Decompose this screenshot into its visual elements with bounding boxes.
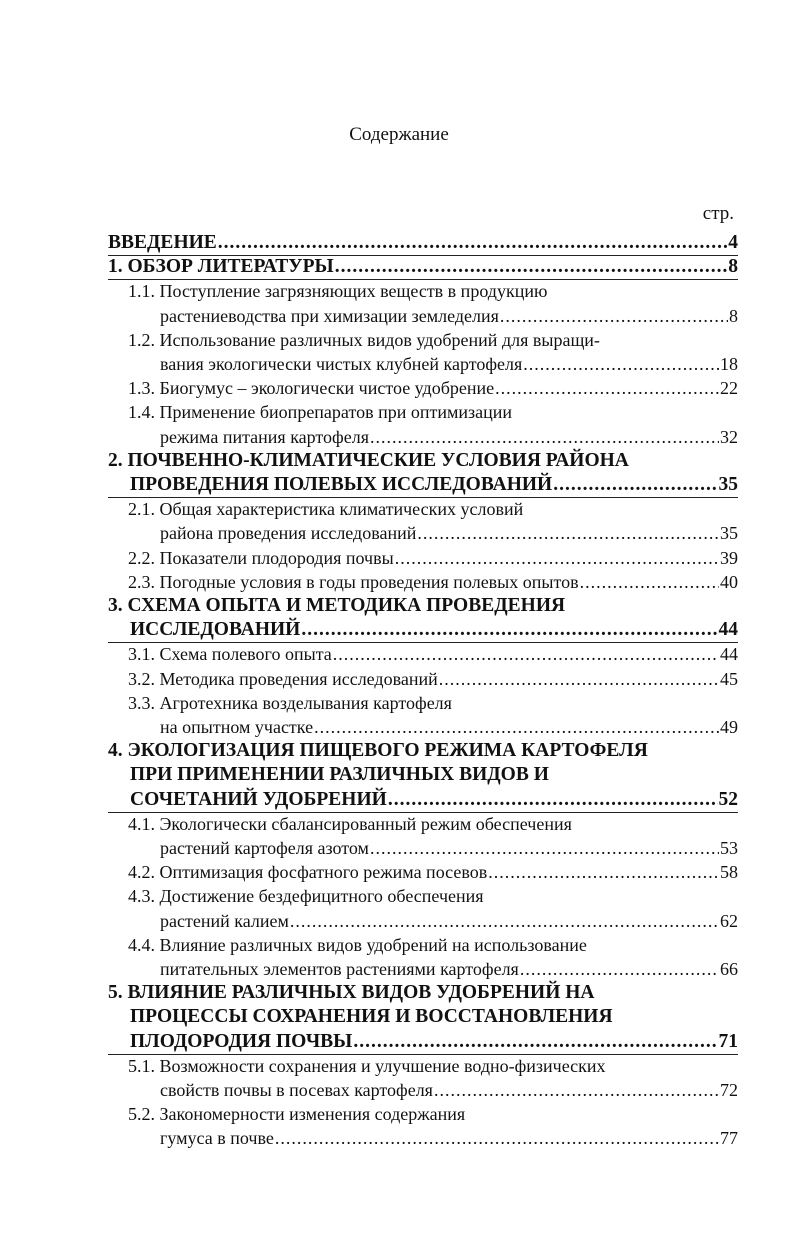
toc-entry-text: 5.2. Закономерности изменения содержания: [128, 1104, 466, 1125]
toc-entry-text: ПРОВЕДЕНИЯ ПОЛЕВЫХ ИССЛЕДОВАНИЙ: [130, 474, 553, 495]
toc-entry-text: 1. ОБЗОР ЛИТЕРАТУРЫ: [108, 256, 334, 278]
toc-dot-leader: [370, 426, 719, 448]
toc-page-number: 8: [728, 256, 738, 278]
toc-section-line: [160, 958, 738, 980]
toc-section-line: [160, 353, 738, 375]
toc-entry-text: 1.4. Применение биопрепаратов при оптимизации: [128, 402, 512, 423]
toc-page-number: 32: [720, 426, 738, 447]
toc-chapter-line: [108, 595, 738, 617]
toc-page-number: 44: [720, 644, 738, 665]
toc-section-line: [160, 426, 738, 448]
toc-chapter-line: [108, 256, 738, 278]
toc-section-line: [160, 1127, 738, 1149]
toc-entry-text: питательных элементов растениями картофеля: [160, 959, 519, 979]
toc-entry-text: СОЧЕТАНИЙ УДОБРЕНИЙ: [130, 788, 387, 810]
toc-dot-leader: [290, 910, 719, 932]
toc-page-number: 58: [720, 862, 738, 883]
toc-section-line: [128, 280, 738, 302]
toc-entry-text: на опытном участке: [160, 717, 314, 737]
toc-entry-text: ИССЛЕДОВАНИЙ: [130, 619, 301, 641]
toc-page-number: 39: [720, 547, 738, 568]
toc-dot-leader: [434, 1079, 719, 1101]
toc-section-line: [128, 643, 738, 665]
toc-section-line: [128, 692, 738, 714]
toc-entry-text: 3.2. Методика проведения исследований: [128, 668, 438, 689]
toc-chapter-line: [130, 619, 738, 641]
toc-dot-leader: [218, 232, 727, 254]
toc-entry-text: ПРИ ПРИМЕНЕНИИ РАЗЛИЧНЫХ ВИДОВ И: [130, 764, 549, 786]
toc-page-number: 62: [720, 910, 738, 931]
toc-section-line: [128, 861, 738, 883]
toc-section-line: [128, 547, 738, 569]
toc-dot-leader: [439, 668, 719, 690]
toc-entry-text: свойств почвы в посевах картофеля: [160, 1080, 433, 1100]
toc-entry-text: 3.1. Схема полевого опыта: [128, 644, 332, 665]
toc-entry-text: 2.1. Общая характеристика климатических условий: [128, 499, 524, 520]
page-column-label: стр.: [702, 203, 734, 224]
toc-section-line: [128, 377, 738, 399]
toc-entry-text: ПЛОДОРОДИЯ ПОЧВЫ: [130, 1030, 353, 1052]
toc-page-number: 52: [718, 788, 738, 810]
toc-entry-text: растений картофеля азотом: [160, 838, 369, 858]
toc-entry-text: ПРОЦЕССЫ СОХРАНЕНИЯ И ВОССТАНОВЛЕНИЯ: [130, 1006, 613, 1028]
toc-section-line: [160, 716, 738, 738]
toc-section-line: [160, 837, 738, 859]
toc-dot-leader: [275, 1127, 719, 1149]
toc-section-line: [160, 910, 738, 932]
toc-page-number: 49: [720, 717, 738, 737]
toc-page-number: 72: [720, 1080, 738, 1100]
toc-page-number: 71: [718, 1030, 738, 1052]
toc-page-number: 4: [728, 232, 738, 253]
toc-entry-text: растений калием: [160, 910, 289, 931]
toc-entry-text: 5.1. Возможности сохранения и улучшение водно-физических: [128, 1055, 606, 1076]
toc-entry-text: 4.3. Достижение бездефицитного обеспечения: [128, 886, 484, 907]
toc-section-line: [128, 571, 738, 593]
toc-page-number: 35: [718, 474, 738, 495]
toc-dot-leader: [553, 474, 717, 496]
toc-entry-text: 2.3. Погодные условия в годы проведения полевых опытов: [128, 571, 579, 592]
toc-chapter-line: [108, 450, 738, 472]
toc-entry-text: 1.1. Поступление загрязняющих веществ в продукцию: [128, 281, 548, 302]
page-title: Содержание: [349, 124, 449, 145]
toc-entry-text: гумуса в почве: [160, 1128, 274, 1149]
toc-dot-leader: [370, 837, 719, 859]
toc-page-number: 66: [720, 959, 738, 979]
toc-page-number: 53: [720, 838, 738, 858]
toc-section-line: [128, 813, 738, 835]
toc-page-number: 45: [720, 668, 738, 689]
toc-dot-leader: [417, 522, 719, 544]
toc-entry-text: 4.2. Оптимизация фосфатного режима посевов: [128, 862, 488, 883]
toc-dot-leader: [520, 958, 719, 980]
toc-section-line: [128, 1103, 738, 1125]
toc-page-number: 35: [720, 523, 738, 544]
toc-entry-text: 5. ВЛИЯНИЕ РАЗЛИЧНЫХ ВИДОВ УДОБРЕНИЙ НА: [108, 982, 595, 1004]
toc-page-number: 18: [720, 354, 738, 374]
toc-dot-leader: [580, 571, 719, 593]
toc-section-line: [160, 1079, 738, 1101]
toc-entry-text: растениеводства при химизации земледелия: [160, 305, 499, 326]
toc-chapter-line: [130, 764, 738, 786]
toc-chapter-line: [130, 1006, 738, 1028]
toc-dot-leader: [523, 353, 719, 375]
toc-dot-leader: [488, 861, 719, 883]
toc-page-number: 22: [720, 378, 738, 399]
toc-page-number: 77: [720, 1128, 738, 1149]
toc-entry-text: 1.3. Биогумус – экологически чистое удобрение: [128, 378, 495, 399]
toc-entry-text: 4.1. Экологически сбалансированный режим обеспечения: [128, 813, 572, 834]
toc-dot-leader: [333, 643, 719, 665]
toc-entry-text: 2. ПОЧВЕННО-КЛИМАТИЧЕСКИЕ УСЛОВИЯ РАЙОНА: [108, 449, 629, 471]
toc-entry-text: 1.2. Использование различных видов удобрений для выращи-: [128, 329, 600, 350]
toc-section-line: [128, 329, 738, 351]
toc-dot-leader: [395, 547, 719, 569]
toc-chapter-line: [130, 789, 738, 811]
toc-entry-text: ВВЕДЕНИЕ: [108, 232, 217, 253]
toc-section-line: [160, 522, 738, 544]
toc-dot-leader: [314, 716, 719, 738]
toc-section-line: [128, 934, 738, 956]
toc-entry-text: 3.3. Агротехника возделывания картофеля: [128, 692, 452, 713]
toc-section-line: [128, 668, 738, 690]
toc-dot-leader: [500, 305, 728, 327]
toc-chapter-line: [108, 232, 738, 254]
toc-page-number: 40: [720, 571, 738, 592]
toc-entry-text: режима питания картофеля: [160, 426, 369, 447]
toc-dot-leader: [301, 619, 717, 641]
toc-entry-text: вания экологически чистых клубней картофеля: [160, 354, 523, 374]
toc-page-number: 8: [729, 305, 738, 326]
toc-entry-text: 4.4. Влияние различных видов удобрений на использование: [128, 934, 587, 955]
toc-dot-leader: [335, 256, 728, 278]
toc-entry-text: 2.2. Показатели плодородия почвы: [128, 547, 394, 568]
toc-dot-leader: [495, 377, 719, 399]
toc-dot-leader: [388, 789, 718, 811]
toc-section-line: [128, 498, 738, 520]
toc-section-line: [128, 401, 738, 423]
toc-entry-text: района проведения исследований: [160, 523, 417, 544]
toc-page-number: 44: [718, 619, 738, 641]
toc-chapter-line: [130, 1031, 738, 1053]
toc-entry-text: 4. ЭКОЛОГИЗАЦИЯ ПИЩЕВОГО РЕЖИМА КАРТОФЕЛЯ: [108, 740, 648, 762]
toc-section-line: [128, 1055, 738, 1077]
toc-section-line: [160, 305, 738, 327]
toc-dot-leader: [353, 1031, 717, 1053]
toc-section-line: [128, 885, 738, 907]
toc-chapter-line: [108, 740, 738, 762]
toc-entry-text: 3. СХЕМА ОПЫТА И МЕТОДИКА ПРОВЕДЕНИЯ: [108, 595, 566, 616]
toc-chapter-line: [130, 474, 738, 496]
toc-chapter-line: [108, 982, 738, 1004]
